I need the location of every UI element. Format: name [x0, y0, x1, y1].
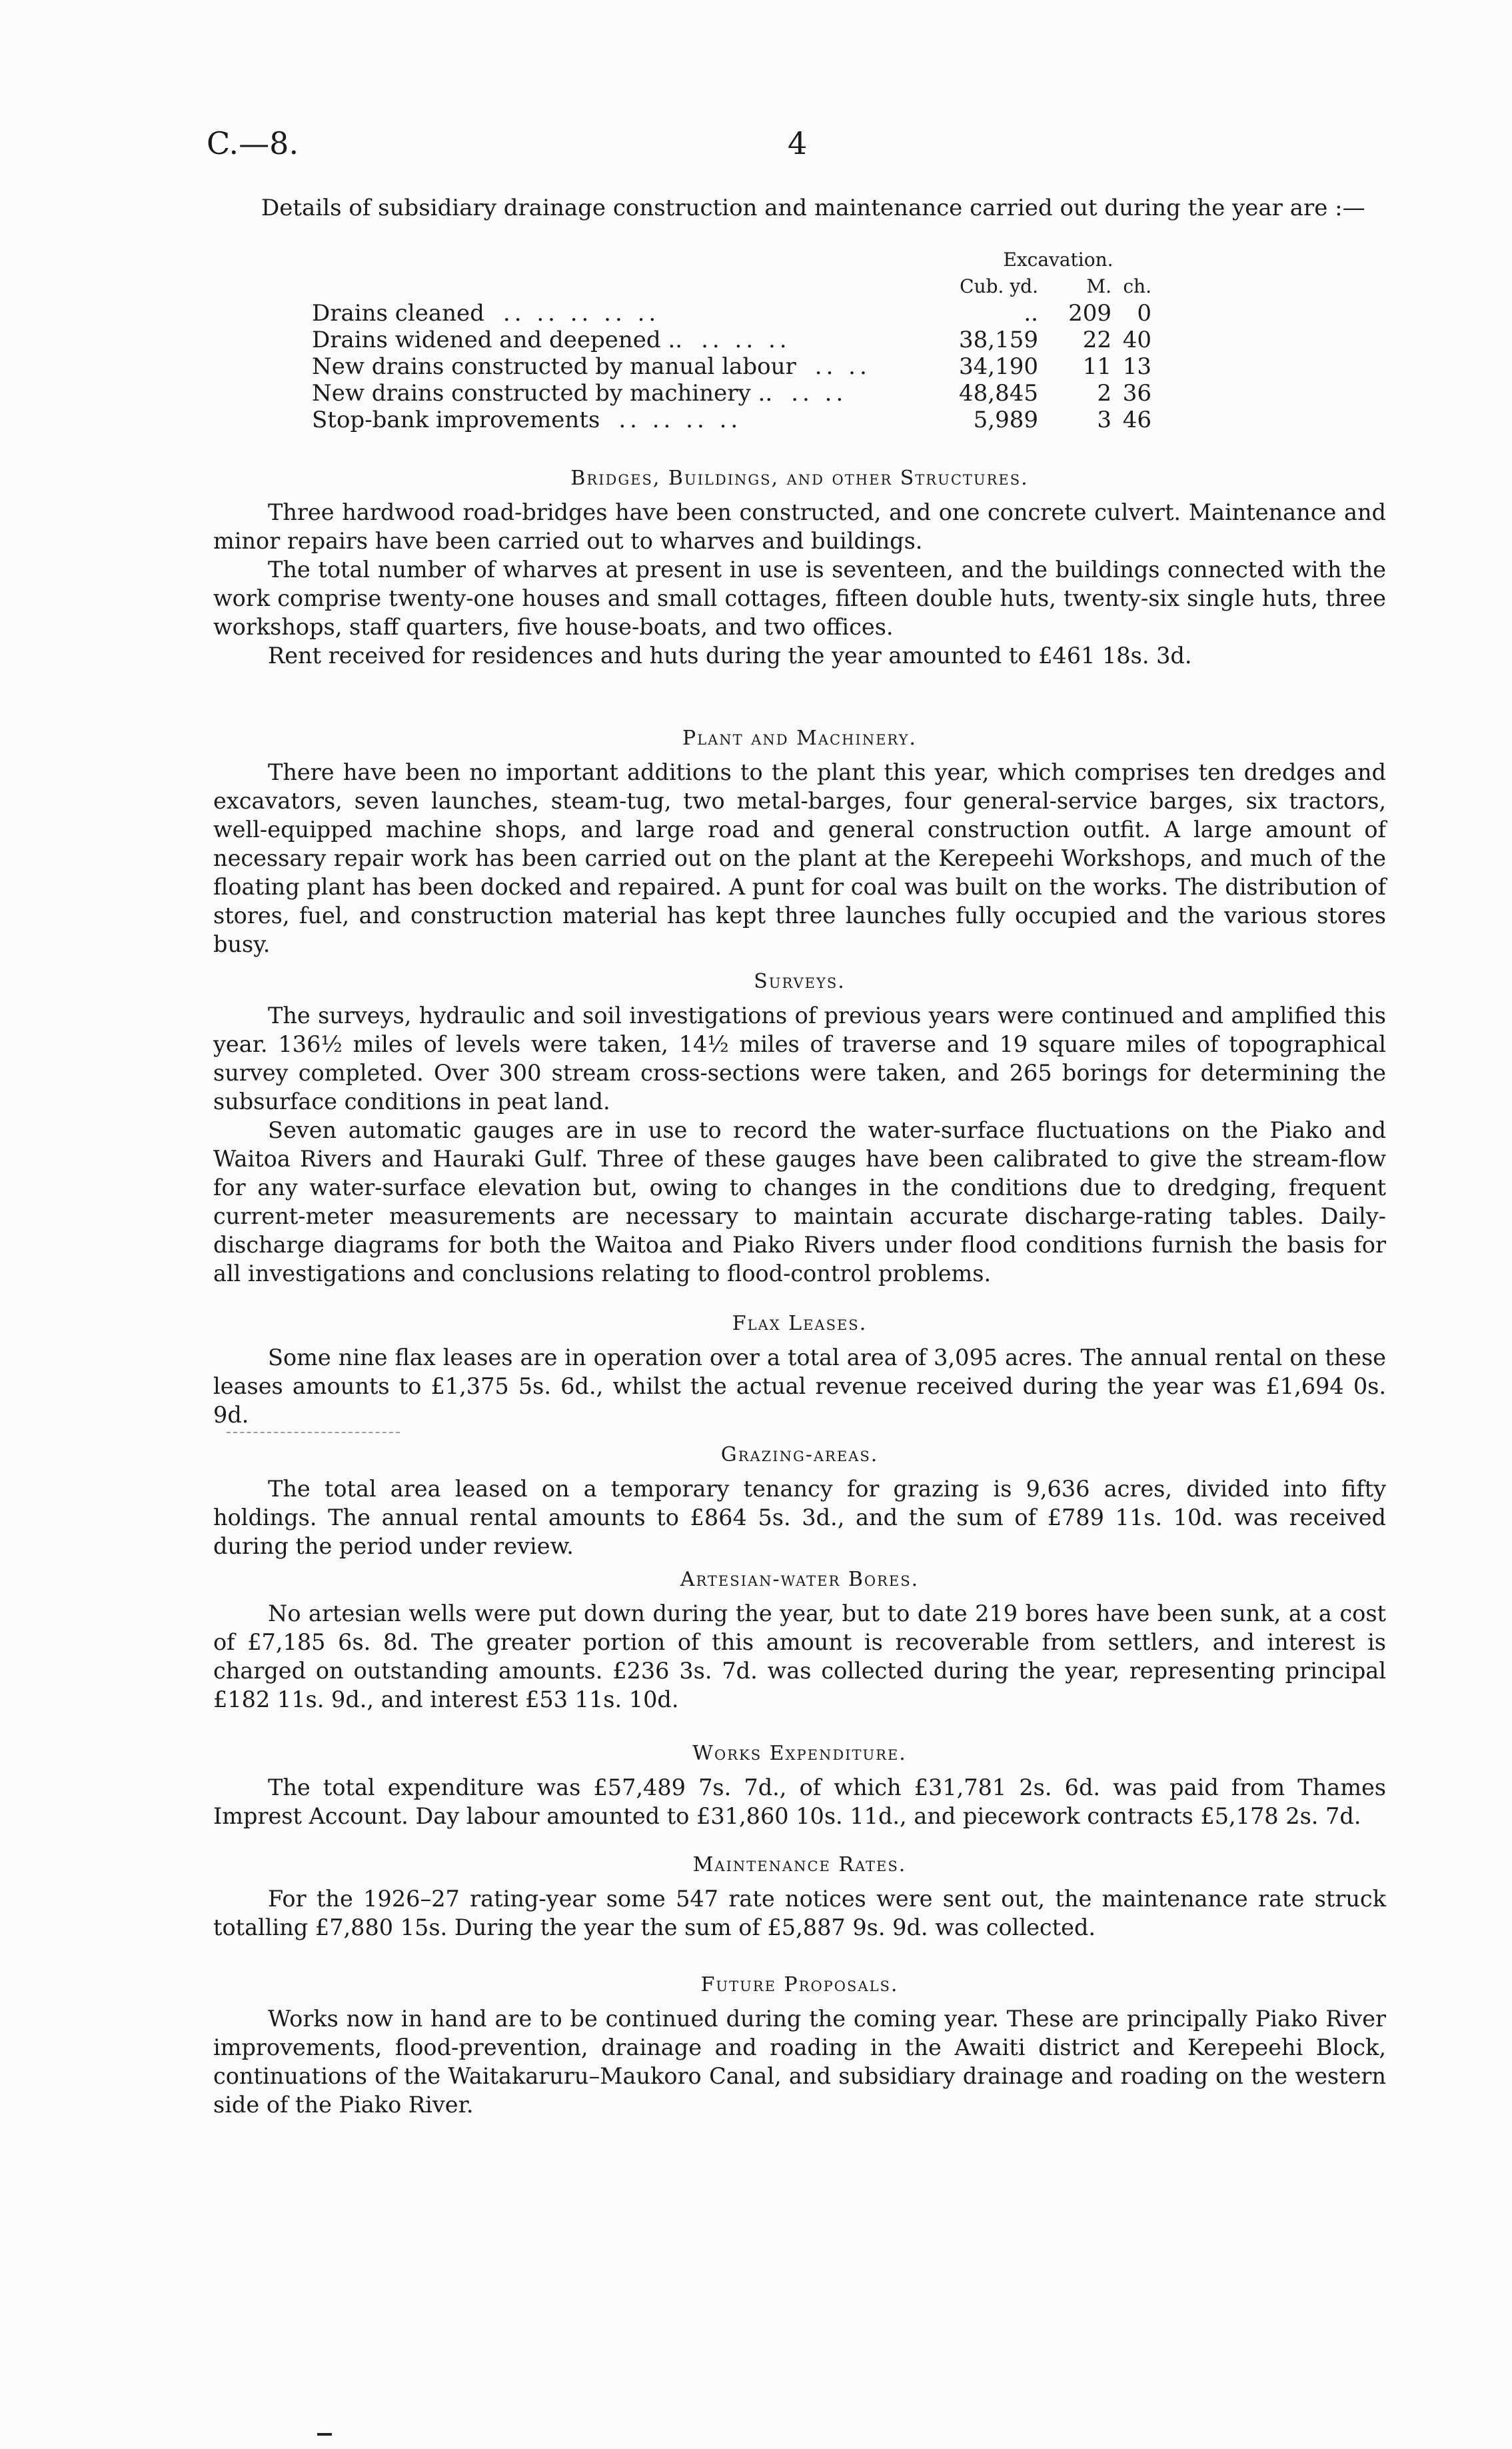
excavation-table [312, 247, 1151, 433]
section-paragraph: There have been no important additions to the plant this year, which comprises ten dredges and excavators, seven launches, steam-tug, two metal-barges, four general-service barges, six tractors, well-equipped machine shops, and large road and general construction outfit. A large amount of necessary repair work has been carried out on the plant at the Kerepeehi Workshops, and much of the floating plant has been docked and repaired. A punt for coal was built on the works. The distribution of stores, fuel, and construction material has kept three launches fully occupied and the various stores busy. [213, 759, 1386, 957]
section-paragraph: The total area leased on a temporary tenancy for grazing is 9,636 acres, divided into fifty holdings. The annual rental amounts to £864 5s. 3d., and the sum of £789 11s. 10d. was received during the period under review. [213, 1476, 1386, 1559]
section-title: Maintenance Rates. [692, 1853, 907, 1876]
section [213, 467, 1386, 670]
intro-text: Details of subsidiary drainage construction and maintenance carried out during the year are :— [261, 195, 1365, 221]
divider-line [227, 1432, 400, 1433]
table-header-row [312, 247, 1151, 273]
row-leaders: .. .. .. [701, 327, 791, 353]
section-title: Grazing-areas. [720, 1443, 879, 1466]
row-miles: 3 [1097, 407, 1112, 433]
row-chains: 36 [1122, 380, 1151, 407]
row-label-text: New drains constructed by machinery .. [312, 380, 773, 407]
row-cub: 38,159 [959, 327, 1038, 353]
section [213, 1312, 1386, 1429]
row-label-text: New drains constructed by manual labour [312, 353, 796, 380]
row-leaders: .. .. [791, 380, 848, 407]
section-title: Plant and Machinery. [682, 727, 917, 750]
ink-mark [317, 2433, 332, 2436]
row-miles: 11 [1082, 353, 1112, 380]
section [213, 1853, 1386, 1942]
row-cub: 34,190 [959, 353, 1038, 380]
table-row [312, 407, 1151, 433]
row-chains: 40 [1122, 327, 1151, 353]
page-header [207, 125, 1386, 172]
section [213, 970, 1386, 1288]
row-leaders: .. .. .. .. .. [502, 300, 660, 327]
section-paragraph: Works now in hand are to be continued during the coming year. These are principally Piako River improvements, flood-prevention, drainage and roading in the Awaiti district and Kerepeehi Block, continuations of the Waitakaruru–Maukoro Canal, and subsidiary drainage and roading on the western side of the Piako River. [213, 2006, 1386, 2118]
section-title: Works Expenditure. [692, 1742, 907, 1765]
row-cub: .. [1024, 300, 1038, 327]
row-label [312, 380, 925, 407]
section-paragraph: Rent received for residences and huts during the year amounted to £461 18s. 3d. [268, 643, 1192, 669]
col-miles: M. [1086, 275, 1112, 297]
table-row [312, 327, 1151, 353]
section-title: Flax Leases. [732, 1312, 868, 1335]
section [213, 1443, 1386, 1560]
section-paragraph: Some nine flax leases are in operation over a total area of 3,095 acres. The annual rental on these leases amounts to £1,375 5s. 6d., whilst the actual revenue received during the year was £1,694 0s. 9d. [213, 1344, 1386, 1428]
col-cub-yd: Cub. yd. [960, 275, 1038, 297]
row-miles: 22 [1082, 327, 1112, 353]
section-paragraph: The surveys, hydraulic and soil investigations of previous years were continued and amplified this year. 136½ miles of levels were taken, 14½ miles of traverse and 19 square miles of topographical survey completed. Over 300 stream cross-sections were taken, and 265 borings for determining the subsurface conditions in peat land. [213, 1003, 1386, 1115]
page-number: 4 [788, 125, 808, 161]
row-cub: 48,845 [959, 380, 1038, 407]
section-paragraph: Seven automatic gauges are in use to record the water-surface fluctuations on the Piako and Waitoa Rivers and Hauraki Gulf. Three of these gauges have been calibrated to give the stream-flow for any water-surface elevation but, owing to changes in the conditions due to dredging, frequent current-meter measurements are necessary to maintain accurate discharge-rating tables. Daily-discharge diagrams for both the Waitoa and Piako Rivers under flood conditions furnish the basis for all investigations and conclusions relating to flood-control problems. [213, 1117, 1386, 1286]
row-label-text: Drains widened and deepened .. [312, 327, 683, 353]
section-paragraph: Three hardwood road-bridges have been constructed, and one concrete culvert. Maintenance and minor repairs have been carried out to wharves and buildings. [213, 499, 1386, 554]
row-miles: 2 [1097, 380, 1112, 407]
section [213, 1742, 1386, 1830]
row-label [312, 407, 925, 433]
section-paragraph: The total number of wharves at present in use is seventeen, and the buildings connected with the work comprise twenty-one houses and small cottages, fifteen double huts, twenty-six single huts, three workshops, staff quarters, five house-boats, and two offices. [213, 557, 1386, 640]
document-reference: C.—8. [207, 125, 299, 161]
section-paragraph: The total expenditure was £57,489 7s. 7d., of which £31,781 2s. 6d. was paid from Thames Imprest Account. Day labour amounted to £31,860 10s. 11d., and piecework contracts £5,178 2s. 7d. [213, 1774, 1386, 1829]
section-title: Bridges, Buildings, and other Structures. [570, 467, 1029, 490]
row-leaders: .. .. [814, 353, 871, 380]
section [213, 1568, 1386, 1714]
table-row [312, 300, 1151, 327]
section [213, 727, 1386, 959]
row-chains: 13 [1122, 353, 1151, 380]
section-paragraph: No artesian wells were put down during the year, but to date 219 bores have been sunk, at a cost of £7,185 6s. 8d. The greater portion of this amount is recoverable from settlers, and interest is charged on outstanding amounts. £236 3s. 7d. was collected during the year, representing principal £182 11s. 9d., and interest £53 11s. 10d. [213, 1600, 1386, 1712]
row-label-text: Stop-bank improvements [312, 407, 600, 433]
row-leaders: .. .. .. .. [618, 407, 742, 433]
table-subheader-row [312, 273, 1151, 300]
row-label-text: Drains cleaned [312, 300, 484, 327]
row-label [312, 300, 925, 327]
table-row [312, 380, 1151, 407]
section [213, 1973, 1386, 2119]
section-title: Surveys. [754, 970, 846, 993]
row-label [312, 353, 925, 380]
col-chains: ch. [1123, 275, 1151, 297]
section-paragraph: For the 1926–27 rating-year some 547 rate notices were sent out, the maintenance rate struck totalling £7,880 15s. During the year the sum of £5,887 9s. 9d. was collected. [213, 1886, 1386, 1940]
row-chains: 46 [1122, 407, 1151, 433]
row-label [312, 327, 925, 353]
row-chains: 0 [1137, 300, 1151, 327]
row-cub: 5,989 [973, 407, 1038, 433]
row-miles: 209 [1068, 300, 1112, 327]
section-title: Artesian-water Bores. [680, 1568, 920, 1591]
table-row [312, 353, 1151, 380]
excavation-group-label: Excavation. [1003, 249, 1114, 271]
section-title: Future Proposals. [700, 1973, 899, 1996]
